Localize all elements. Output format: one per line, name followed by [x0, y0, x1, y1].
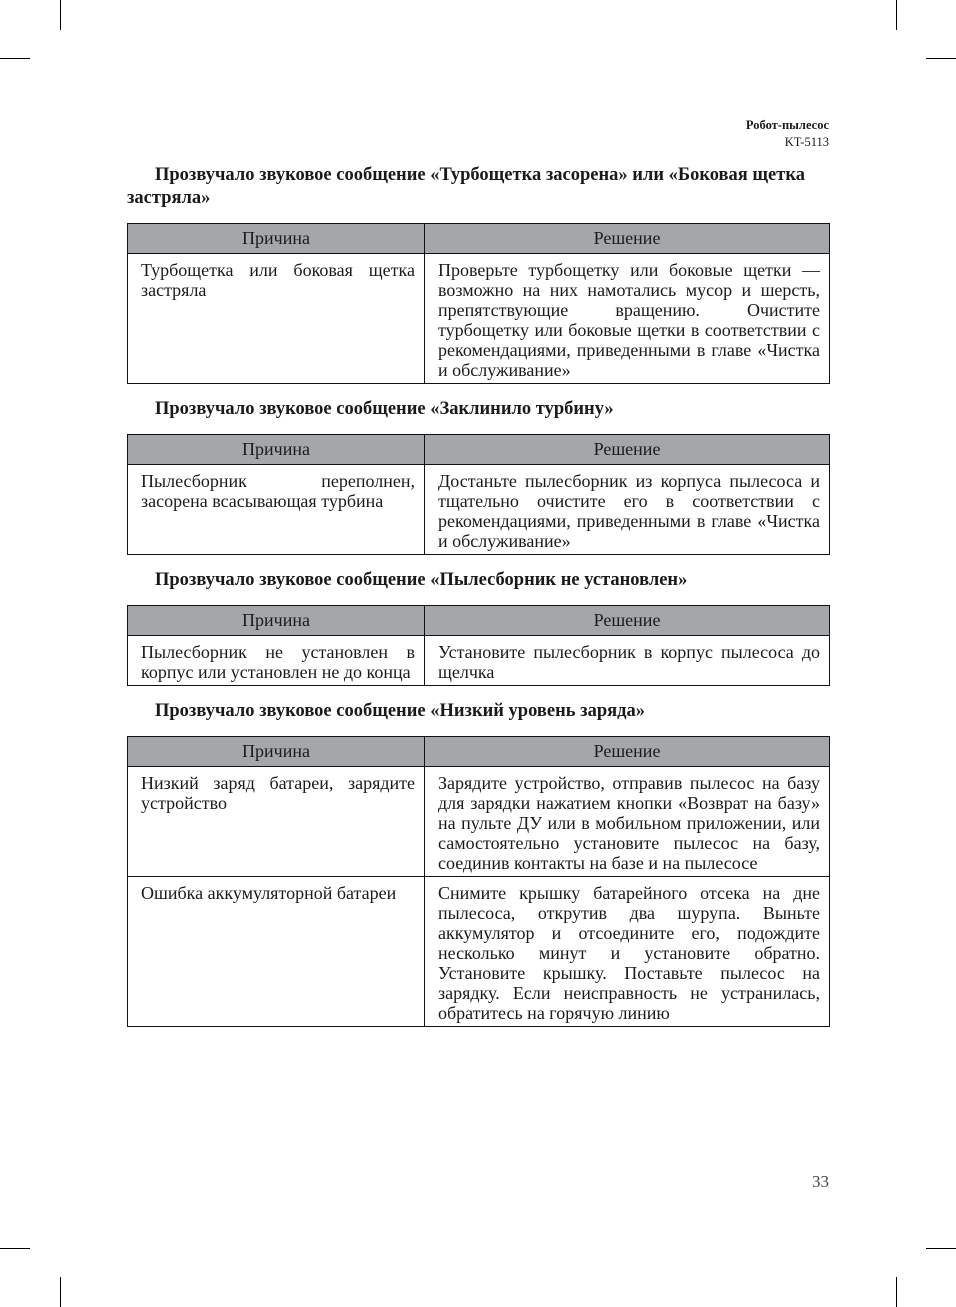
table-row — [128, 636, 830, 686]
section-low-battery — [127, 700, 829, 1027]
section-title: Прозвучало звуковое сообщение «Заклинило турбину» — [155, 399, 614, 419]
crop-mark — [896, 0, 897, 30]
column-header-solution: Решение — [425, 737, 830, 767]
solution-cell: Зарядите устройство, отправив пылесос на базу для зарядки нажатием кнопки «Возврат на базу» на пульте ДУ или в мобильном приложении, или самостоятельно установите пылесос на базу, соединив контакты на базе и на пылесосе — [425, 767, 830, 877]
table-row — [128, 465, 830, 555]
column-header-solution: Решение — [425, 224, 830, 254]
troubleshooting-table — [127, 223, 830, 384]
solution-cell: Снимите крышку батарейного отсека на дне пылесоса, открутив два шурупа. Выньте аккумулятор и отсоедините его, подождите несколько минут и установите обратно. Установите крышку. Поставьте пылесос на зарядку. Если неисправность не устранилась, обратитесь на горячую линию — [425, 877, 830, 1027]
table-header-row — [128, 606, 830, 636]
header-model: KT-5113 — [784, 135, 829, 149]
table-header-row — [128, 224, 830, 254]
section-title: Прозвучало звуковое сообщение «Турбощетка засорена» или «Боковая щетка застряла» — [127, 165, 805, 208]
table-row — [128, 767, 830, 877]
crop-mark — [0, 1248, 30, 1249]
column-header-cause: Причина — [128, 435, 425, 465]
solution-cell: Проверьте турбощетку или боковые щетки — возможно на них намотались мусор и шерсть, препятствующие вращению. Очистите турбощетку или боковые щетки в соответствии с рекомендациями, приведенными в главе «Чистка и обслуживание» — [425, 254, 830, 384]
table-header-row — [128, 435, 830, 465]
section-dustbin-missing — [127, 569, 829, 686]
page-number: 33 — [812, 1172, 829, 1191]
crop-mark — [926, 58, 956, 59]
crop-mark — [896, 1277, 897, 1307]
cause-cell: Ошибка аккумуляторной батареи — [128, 877, 425, 1027]
cause-cell: Низкий заряд батареи, зарядите устройство — [128, 767, 425, 877]
crop-mark — [926, 1248, 956, 1249]
header-product: Робот-пылесос — [745, 118, 829, 132]
cause-cell: Турбощетка или боковая щетка застряла — [128, 254, 425, 384]
column-header-cause: Причина — [128, 224, 425, 254]
troubleshooting-table — [127, 736, 830, 1027]
column-header-solution: Решение — [425, 606, 830, 636]
column-header-cause: Причина — [128, 737, 425, 767]
solution-cell: Установите пылесборник в корпус пылесоса до щелчка — [425, 636, 830, 686]
solution-cell: Достаньте пылесборник из корпуса пылесоса и тщательно очистите его в соответствии с рекомендациями, приведенными в главе «Чистка и обслуживание» — [425, 465, 830, 555]
table-row — [128, 254, 830, 384]
crop-mark — [0, 58, 30, 59]
cause-cell: Пылесборник переполнен, засорена всасывающая турбина — [128, 465, 425, 555]
troubleshooting-table — [127, 605, 830, 686]
section-title: Прозвучало звуковое сообщение «Низкий уровень заряда» — [155, 701, 645, 721]
page-content — [127, 164, 829, 1041]
column-header-solution: Решение — [425, 435, 830, 465]
section-brush-stuck — [127, 164, 829, 384]
table-header-row — [128, 737, 830, 767]
table-row — [128, 877, 830, 1027]
running-header — [746, 117, 829, 151]
cause-cell: Пылесборник не установлен в корпус или установлен не до конца — [128, 636, 425, 686]
crop-mark — [60, 0, 61, 30]
troubleshooting-table — [127, 434, 830, 555]
crop-mark — [60, 1277, 61, 1307]
section-title: Прозвучало звуковое сообщение «Пылесборник не установлен» — [155, 570, 688, 590]
section-turbine-jammed — [127, 398, 829, 555]
column-header-cause: Причина — [128, 606, 425, 636]
